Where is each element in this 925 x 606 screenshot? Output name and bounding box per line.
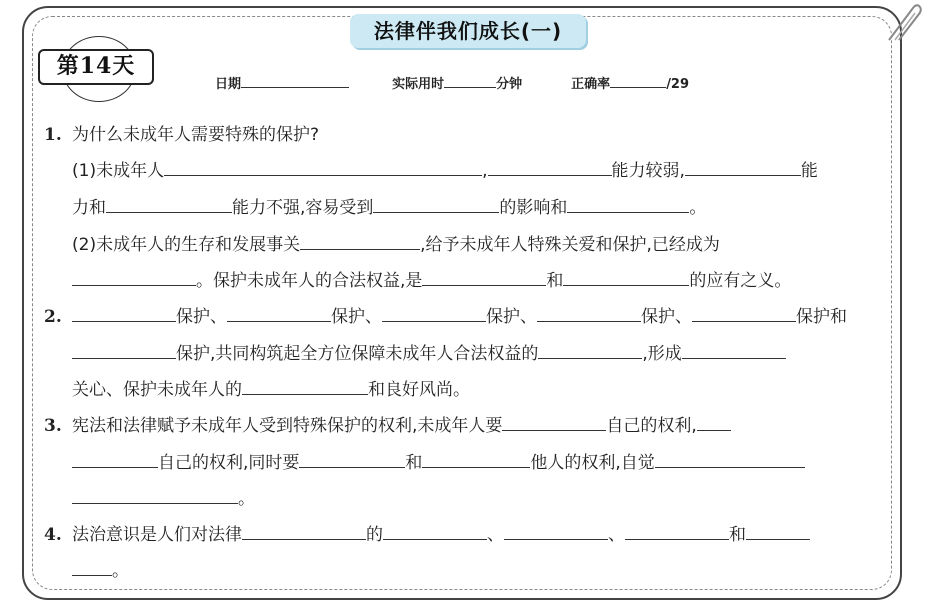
text: 宪法和法律赋予未成年人受到特殊保护的权利,未成年人要 [72,416,503,436]
time-unit: 分钟 [496,77,523,92]
answer-blank[interactable] [746,524,810,540]
text: 自己的权利,同时要 [158,453,300,473]
text: 法治意识是人们对法律 [72,525,242,545]
answer-blank[interactable] [72,488,238,504]
q1-line-4 [72,266,791,291]
text: 。 [238,489,255,509]
day-badge [38,36,154,100]
answer-blank[interactable] [300,234,420,250]
answer-blank[interactable] [567,197,689,213]
answer-blank[interactable] [488,160,612,176]
text: 能力不强,容易受到 [232,198,374,218]
question-number: 3. [44,416,62,436]
text: 和 [729,525,746,545]
answer-blank[interactable] [422,270,546,286]
text: 保护、 [331,307,382,327]
question-number: 1. [44,125,62,145]
answer-blank[interactable] [72,306,176,322]
q1-line-1 [72,156,818,181]
answer-blank[interactable] [106,197,232,213]
answer-blank[interactable] [164,160,482,176]
text: 和良好风尚。 [368,380,470,400]
answer-blank[interactable] [382,306,486,322]
day-label: 第14天 [38,49,154,85]
question-2 [44,302,847,327]
answer-blank[interactable] [563,270,689,286]
answer-blank[interactable] [538,343,642,359]
accuracy-field[interactable] [610,73,666,88]
text: 的影响和 [499,198,568,218]
answer-blank[interactable] [697,415,731,431]
answer-blank[interactable] [692,306,796,322]
text: 和 [405,453,423,473]
answer-blank[interactable] [299,452,405,468]
date-field[interactable] [241,73,349,88]
text: 保护、 [176,307,227,327]
text: 、 [608,525,625,545]
answer-blank[interactable] [682,343,786,359]
time-label: 实际用时 [392,77,445,92]
text: 能 [800,161,818,181]
text: 自己的权利, [606,416,697,436]
paperclip-icon [879,0,923,44]
text: 保护和 [796,307,847,327]
text: 关心、保护未成年人的 [72,380,242,400]
q2-line-3 [72,375,470,400]
answer-blank[interactable] [685,160,801,176]
text: 保护,共同构筑起全方位保障未成年人合法权益的 [176,344,539,364]
text: 能力较弱, [611,161,685,181]
text: 力和 [72,198,106,218]
text: 。 [689,198,707,218]
text: 、 [487,525,504,545]
q1-line-2 [72,193,706,218]
text: (2)未成年人的生存和发展事关 [72,235,301,255]
question-stem: 为什么未成年人需要特殊的保护? [72,125,320,145]
answer-blank[interactable] [72,270,196,286]
answer-blank[interactable] [227,306,331,322]
accuracy-total: /29 [666,77,690,92]
time-field[interactable] [444,73,496,88]
text: ,形成 [642,344,682,364]
question-1 [44,120,319,145]
answer-blank[interactable] [502,415,606,431]
text: 他人的权利,自觉 [530,453,655,473]
meta-row [215,73,689,92]
q2-line-2 [72,339,786,364]
q3-line-2 [72,448,805,473]
text: (1)未成年人 [72,161,165,181]
answer-blank[interactable] [625,524,729,540]
text: 保护、 [641,307,692,327]
answer-blank[interactable] [72,560,112,576]
page-title: 法律伴我们成长(一) [350,14,586,48]
answer-blank[interactable] [242,379,368,395]
answer-blank[interactable] [72,452,158,468]
answer-blank[interactable] [422,452,530,468]
text: 保护、 [486,307,537,327]
date-label: 日期 [215,77,242,92]
text: ,给予未成年人特殊关爱和保护,已经成为 [420,235,720,255]
answer-blank[interactable] [537,306,641,322]
text: 和 [546,271,564,291]
accuracy-label: 正确率 [571,77,611,92]
answer-blank[interactable] [383,524,487,540]
q3-line-3 [72,484,255,509]
q4-line-2 [72,556,129,581]
question-number: 2. [44,307,62,327]
answer-blank[interactable] [504,524,608,540]
q1-line-3 [72,230,720,255]
answer-blank[interactable] [373,197,499,213]
text: 。保护未成年人的合法权益,是 [196,271,423,291]
text: 的 [366,525,383,545]
text: , [482,161,488,181]
question-3 [44,411,731,436]
text: 的应有之义。 [689,271,792,291]
answer-blank[interactable] [655,452,805,468]
answer-blank[interactable] [242,524,366,540]
question-4 [44,520,810,545]
answer-blank[interactable] [72,343,176,359]
text: 。 [112,561,129,581]
question-number: 4. [44,525,62,545]
